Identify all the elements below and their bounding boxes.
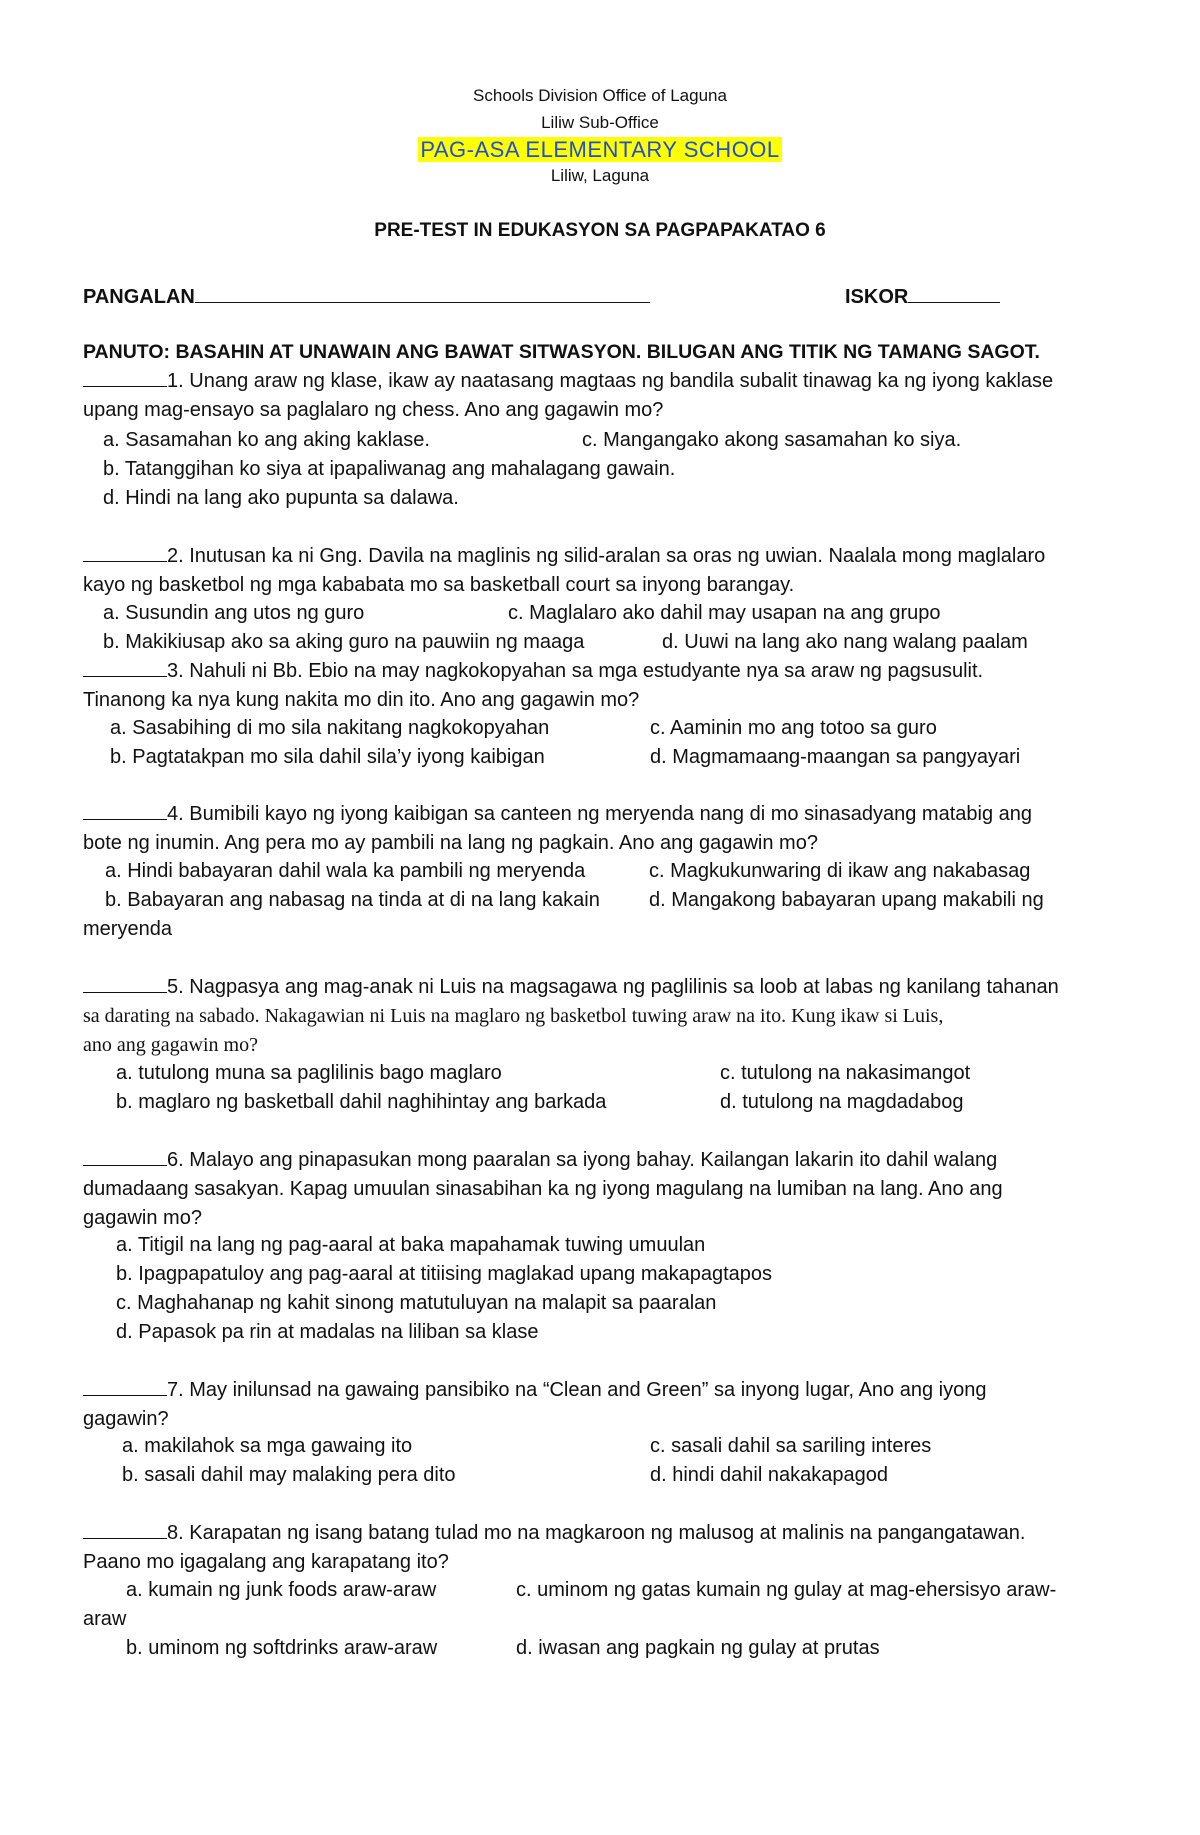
school-location: Liliw, Laguna — [550, 166, 650, 185]
option-c[interactable]: c. sasali dahil sa sariling interes — [650, 1435, 932, 1457]
answer-blank[interactable] — [83, 543, 167, 562]
name-row — [83, 284, 650, 309]
score-blank[interactable] — [908, 284, 1000, 303]
question-text: gagawin mo? — [83, 1207, 202, 1229]
question-text: Paano mo igagalang ang karapatang ito? — [83, 1551, 449, 1573]
question-4 — [83, 800, 1123, 858]
question-number: 2. — [167, 545, 184, 567]
option-b[interactable]: b. Tatanggihan ko siya at ipapaliwanag ang mahalagang gawain. — [103, 458, 676, 480]
option-d[interactable]: d. iwasan ang pagkain ng gulay at prutas — [516, 1637, 880, 1659]
instructions: PANUTO: BASAHIN AT UNAWAIN ANG BAWAT SITWASYON. BILUGAN ANG TITIK NG TAMANG SAGOT. — [83, 341, 1040, 363]
answer-blank[interactable] — [83, 974, 167, 993]
question-number: 4. — [167, 803, 184, 825]
option-a[interactable]: a. tutulong muna sa paglilinis bago maglaro — [116, 1062, 502, 1084]
question-text: Nagpasya ang mag-anak ni Luis na magsagawa ng paglilinis sa loob at labas ng kanilang tahanan — [189, 976, 1059, 998]
question-3 — [83, 657, 1123, 715]
option-c[interactable]: c. tutulong na nakasimangot — [720, 1062, 971, 1084]
question-8 — [83, 1519, 1123, 1577]
question-1 — [83, 367, 1123, 425]
question-text: May inilunsad na gawaing pansibiko na “Clean and Green” sa inyong lugar, Ano ang iyong — [189, 1379, 987, 1401]
option-b[interactable]: b. Makikiusap ako sa aking guro na pauwiin ng maaga — [103, 631, 585, 653]
question-number: 6. — [167, 1149, 184, 1171]
sub-office: Liliw Sub-Office — [541, 113, 659, 132]
answer-blank[interactable] — [83, 658, 167, 677]
option-b[interactable]: b. Ipagpapatuloy ang pag-aaral at titiising maglakad upang makapagtapos — [116, 1263, 773, 1285]
question-text: dumadaang sasakyan. Kapag umuulan sinasabihan ka ng iyong magulang na lumiban na lang. Ano ang — [83, 1178, 1003, 1200]
question-7 — [83, 1376, 1123, 1434]
option-d[interactable]: d. hindi dahil nakakapagod — [650, 1464, 888, 1486]
name-blank[interactable] — [195, 284, 650, 303]
option-d[interactable]: d. Papasok pa rin at madalas na liliban sa klase — [116, 1321, 539, 1343]
question-text: Tinanong ka nya kung nakita mo din ito. Ano ang gagawin mo? — [83, 689, 640, 711]
question-text: kayo ng basketbol ng mga kababata mo sa basketball court sa inyong barangay. — [83, 574, 795, 596]
option-c[interactable]: c. Maglalaro ako dahil may usapan na ang grupo — [508, 602, 941, 624]
option-d[interactable]: d. Magmamaang-maangan sa pangyayari — [650, 746, 1021, 768]
question-number: 1. — [167, 370, 184, 392]
option-d[interactable]: d. Hindi na lang ako pupunta sa dalawa. — [103, 487, 459, 509]
option-b[interactable]: b. Babayaran ang nabasag na tinda at di na lang kakain — [105, 889, 600, 911]
division-office: Schools Division Office of Laguna — [473, 86, 727, 105]
option-c[interactable]: c. Maghahanap ng kahit sinong matutuluyan na malapit sa paaralan — [116, 1292, 717, 1314]
answer-blank[interactable] — [83, 801, 167, 820]
option-c[interactable]: c. uminom ng gatas kumain ng gulay at mag-ehersisyo araw- — [516, 1579, 1057, 1601]
option-b[interactable]: b. uminom ng softdrinks araw-araw — [126, 1637, 438, 1659]
question-number: 7. — [167, 1379, 184, 1401]
option-c-continued: araw — [83, 1608, 127, 1630]
option-a[interactable]: a. Sasamahan ko ang aking kaklase. — [103, 429, 430, 451]
question-text: Unang araw ng klase, ikaw ay naatasang magtaas ng bandila subalit tinawag ka ng iyong kaklase — [189, 370, 1054, 392]
question-text: Inutusan ka ni Gng. Davila na maglinis ng silid-aralan sa oras ng uwian. Naalala mong maglalaro — [189, 545, 1046, 567]
answer-blank[interactable] — [83, 368, 167, 387]
question-number: 3. — [167, 660, 184, 682]
option-a[interactable]: a. makilahok sa mga gawaing ito — [122, 1435, 413, 1457]
question-text: bote ng inumin. Ang pera mo ay pambili na lang ng pagkain. Ano ang gagawin mo? — [83, 832, 818, 854]
question-text: gagawin? — [83, 1408, 169, 1430]
option-a[interactable]: a. kumain ng junk foods araw-araw — [126, 1579, 437, 1601]
question-2 — [83, 542, 1123, 600]
answer-blank[interactable] — [83, 1520, 167, 1539]
school-name — [0, 137, 1200, 163]
option-b[interactable]: b. maglaro ng basketball dahil naghihintay ang barkada — [116, 1091, 607, 1113]
school-name-highlight: PAG-ASA ELEMENTARY SCHOOL — [420, 137, 780, 162]
option-d-continued: meryenda — [83, 918, 172, 940]
question-text: Nahuli ni Bb. Ebio na may nagkokopyahan sa mga estudyante nya sa araw ng pagsusulit. — [189, 660, 984, 682]
option-d[interactable]: d. Mangakong babayaran upang makabili ng — [649, 889, 1044, 911]
option-c[interactable]: c. Magkukunwaring di ikaw ang nakabasag — [649, 860, 1031, 882]
question-text: ano ang gagawin mo? — [83, 1034, 258, 1056]
option-a[interactable]: a. Sasabihing di mo sila nakitang nagkokopyahan — [110, 717, 550, 739]
option-a[interactable]: a. Hindi babayaran dahil wala ka pambili ng meryenda — [105, 860, 586, 882]
option-a[interactable]: a. Titigil na lang ng pag-aaral at baka mapahamak tuwing umuulan — [116, 1234, 706, 1256]
question-text: Karapatan ng isang batang tulad mo na magkaroon ng malusog at malinis na pangangatawan. — [189, 1522, 1026, 1544]
question-6 — [83, 1146, 1123, 1233]
option-a[interactable]: a. Susundin ang utos ng guro — [103, 602, 365, 624]
question-text: sa darating na sabado. Nakagawian ni Luis na maglaro ng basketbol tuwing araw na ito. Kung ikaw si Luis, — [83, 1005, 944, 1027]
question-number: 8. — [167, 1522, 184, 1544]
score-label: ISKOR — [845, 286, 909, 308]
score-row — [845, 284, 1000, 309]
question-text: Bumibili kayo ng iyong kaibigan sa canteen ng meryenda nang di mo sinasadyang matabig ang — [189, 803, 1033, 825]
option-b[interactable]: b. Pagtatakpan mo sila dahil sila’y iyong kaibigan — [110, 746, 545, 768]
question-text: upang mag-ensayo sa paglalaro ng chess. Ano ang gagawin mo? — [83, 399, 664, 421]
option-c[interactable]: c. Mangangako akong sasamahan ko siya. — [582, 429, 962, 451]
answer-blank[interactable] — [83, 1147, 167, 1166]
question-number: 5. — [167, 976, 184, 998]
question-5 — [83, 973, 1123, 1060]
question-text: Malayo ang pinapasukan mong paaralan sa iyong bahay. Kailangan lakarin ito dahil walang — [189, 1149, 998, 1171]
test-title: PRE-TEST IN EDUKASYON SA PAGPAPAKATAO 6 — [374, 220, 826, 241]
option-b[interactable]: b. sasali dahil may malaking pera dito — [122, 1464, 456, 1486]
option-d[interactable]: d. Uuwi na lang ako nang walang paalam — [662, 631, 1028, 653]
option-d[interactable]: d. tutulong na magdadabog — [720, 1091, 964, 1113]
name-label: PANGALAN — [83, 286, 195, 308]
answer-blank[interactable] — [83, 1377, 167, 1396]
option-c[interactable]: c. Aaminin mo ang totoo sa guro — [650, 717, 937, 739]
